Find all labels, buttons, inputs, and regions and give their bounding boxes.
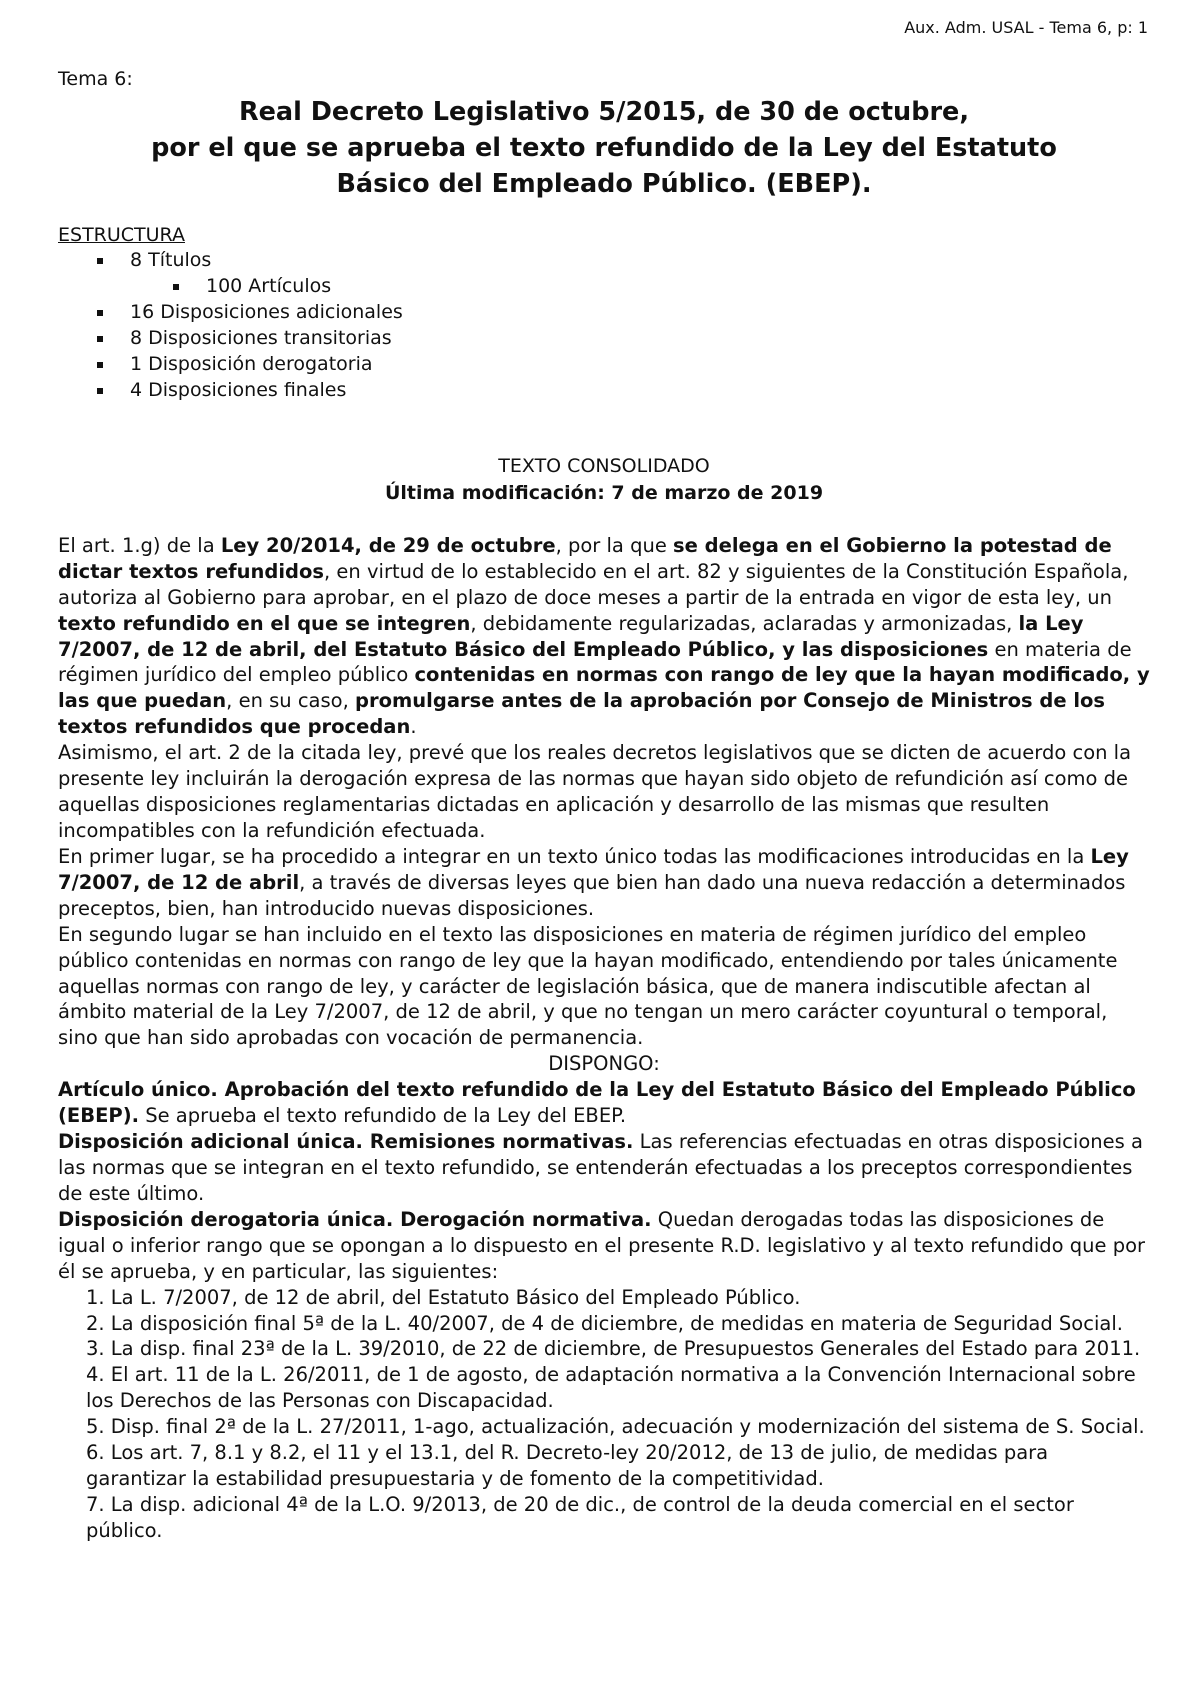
- derogation-item: 6. Los art. 7, 8.1 y 8.2, el 11 y el 13.1, del R. Decreto-ley 20/2012, de 13 de julio, de medidas para garantizar la estabilidad presupuestaria y de fomento de la competitividad.: [86, 1441, 1049, 1491]
- consolidado-block: [58, 453, 1150, 505]
- text-run: Se aprueba el texto refundido de la Ley del EBEP.: [139, 1104, 627, 1128]
- estructura-item: 8 Disposiciones transitorias: [58, 326, 1150, 352]
- text-run: .: [410, 715, 417, 739]
- disposicion-derogatoria: [58, 1207, 1150, 1285]
- estructura-heading: ESTRUCTURA: [58, 223, 185, 246]
- text-run: Las referencias efectuadas en otras disposiciones a las normas que se integran en el texto refundido, se entenderán efectuadas a los preceptos correspondientes de este último.: [58, 1130, 1143, 1205]
- page-header: Aux. Adm. USAL - Tema 6, p: 1: [904, 18, 1148, 37]
- bold-run: la Ley 7/2007, de 12 de abril, del Estatuto Básico del Empleado Público, y las disposiciones: [58, 611, 1084, 661]
- text-run: , por la que: [555, 533, 674, 557]
- bold-run: promulgarse antes de la aprobación por Consejo de Ministros de los textos refundidos que procedan: [58, 689, 1106, 739]
- text-run: , en virtud de lo establecido en el art. 82 y siguientes de la Constitución Española, autoriza al Gobierno para aprobar, en el plazo de doce meses a partir de la entrada en vigor de esta ley, un: [58, 559, 1129, 609]
- bold-run: Artículo único. Aprobación del texto refundido de la Ley del Estatuto Básico del Empleado Público (EBEP).: [58, 1078, 1136, 1128]
- text-run: , en su caso,: [226, 689, 355, 713]
- paragraph-segundo-lugar: En segundo lugar se han incluido en el texto las disposiciones en materia de régimen jurídico del empleo público contenidas en normas con rango de ley que la hayan modificado, entendiendo por tales únicamente aquellas normas con rango de ley, y carácter de legislación básica, que de manera indiscutible afectan al ámbito material de la Ley 7/2007, de 12 de abril, y que no tengan un mero carácter coyuntural o temporal, sino que han sido aprobadas con vocación de permanencia.: [58, 922, 1118, 1050]
- bold-run: texto refundido en el que se integren: [58, 611, 471, 635]
- text-run: En primer lugar, se ha procedido a integrar en un texto único todas las modificaciones introducidas en la: [58, 844, 1091, 868]
- bold-run: Ley 20/2014, de 29 de octubre: [220, 533, 556, 557]
- derogation-item: 5. Disp. final 2ª de la L. 27/2011, 1-ago, actualización, adecuación y modernización del sistema de S. Social.: [86, 1415, 1145, 1439]
- bold-run: se delega en el Gobierno la potestad de dictar textos refundidos: [58, 533, 1112, 583]
- text-run: , a través de diversas leyes que bien han dado una nueva redacción a determinados preceptos, bien, han introducido nuevas disposiciones.: [58, 870, 1126, 920]
- estructura-list: [58, 248, 1150, 403]
- consolidado-label: TEXTO CONSOLIDADO: [498, 455, 710, 478]
- title-line: Real Decreto Legislativo 5/2015, de 30 de octubre,: [239, 97, 969, 127]
- bold-run: Ley 7/2007, de 12 de abril: [58, 844, 1129, 894]
- text-run: en materia de régimen jurídico del empleo público: [58, 637, 1132, 687]
- paragraph-asimismo: Asimismo, el art. 2 de la citada ley, prevé que los reales decretos legislativos que se dicten de acuerdo con la presente ley incluirán la derogación expresa de las normas que hayan sido objeto de refundición así como de aquellas disposiciones reglamentarias dictadas en aplicación y desarrollo de las mismas que resulten incompatibles con la refundición efectuada.: [58, 741, 1132, 842]
- derogation-item: 3. La disp. final 23ª de la L. 39/2010, de 22 de diciembre, de Presupuestos Generales del Estado para 2011.: [86, 1337, 1141, 1361]
- last-modification: Última modificación: 7 de marzo de 2019: [384, 481, 824, 504]
- derogation-item: 7. La disp. adicional 4ª de la L.O. 9/2013, de 20 de dic., de control de la deuda comercial en el sector público.: [86, 1492, 1074, 1542]
- tema-label: Tema 6:: [58, 68, 133, 90]
- articulo-unico: [58, 1077, 1150, 1129]
- dispongo-heading: DISPONGO:: [548, 1052, 660, 1076]
- estructura-item: 1 Disposición derogatoria: [58, 352, 1150, 378]
- document-page: [58, 68, 1150, 1544]
- paragraph-intro: [58, 533, 1150, 740]
- text-run: Quedan derogadas todas las disposiciones de igual o inferior rango que se opongan a lo dispuesto en el presente R.D. legislativo y al texto refundido que por él se aprueba, y en particular, las siguientes:: [58, 1207, 1146, 1283]
- disposicion-adicional: [58, 1129, 1150, 1207]
- paragraph-primer-lugar: [58, 844, 1150, 922]
- title-line: por el que se aprueba el texto refundido de la Ley del Estatuto: [151, 133, 1057, 164]
- text-run: El art. 1.g) de la: [58, 533, 221, 557]
- document-body: [58, 533, 1150, 1544]
- title-line: Básico del Empleado Público. (EBEP).: [336, 169, 872, 200]
- estructura-item: 8 Títulos: [58, 248, 1150, 274]
- estructura-item: 4 Disposiciones finales: [58, 378, 1150, 404]
- estructura-item: 16 Disposiciones adicionales: [58, 300, 1150, 326]
- bold-run: contenidas en normas con rango de ley que la hayan modificado, y las que puedan: [58, 663, 1150, 713]
- document-title: [58, 94, 1150, 203]
- derogation-item: 1. La L. 7/2007, de 12 de abril, del Estatuto Básico del Empleado Público.: [86, 1285, 801, 1309]
- derogation-item: 2. La disposición final 5ª de la L. 40/2007, de 4 de diciembre, de medidas en materia de Seguridad Social.: [86, 1311, 1123, 1335]
- bold-run: Disposición derogatoria única. Derogación normativa.: [58, 1207, 652, 1231]
- derogation-list: [58, 1285, 1150, 1544]
- text-run: , debidamente regularizadas, aclaradas y armonizadas,: [470, 611, 1019, 635]
- derogation-item: 4. El art. 11 de la L. 26/2011, de 1 de agosto, de adaptación normativa a la Convención Internacional sobre los Derechos de las Personas con Discapacidad.: [86, 1363, 1136, 1413]
- estructura-subitem: 100 Artículos: [58, 274, 1150, 300]
- bold-run: Disposición adicional única. Remisiones normativas.: [58, 1130, 634, 1154]
